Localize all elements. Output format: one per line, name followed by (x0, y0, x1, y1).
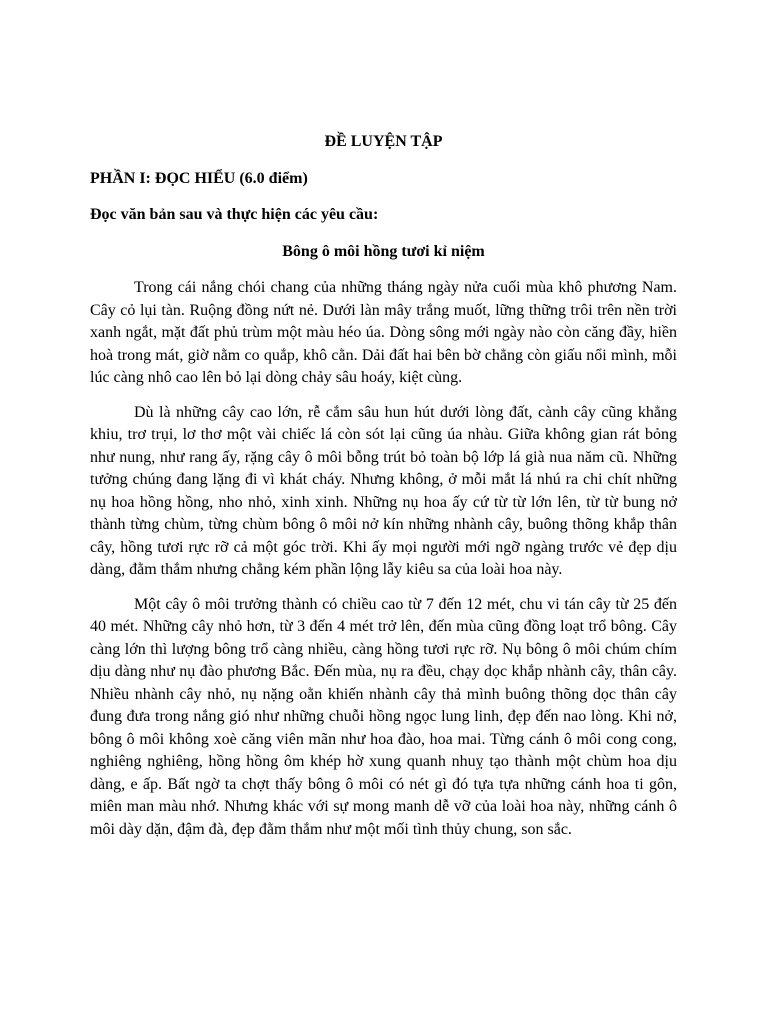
section-heading: PHẦN I: ĐỌC HIỂU (6.0 điểm) (90, 169, 308, 187)
document-content (90, 131, 677, 853)
paragraph-2: Dù là những cây cao lớn, rễ cắm sâu hun hút dưới lòng đất, cành cây cũng khẳng khiu, trơ trụi, lơ thơ một vài chiếc lá còn sót lại cũng úa nhàu. Giữa không gian rát bỏng như nung, như rang ấy, rặng cây ô môi bỗng trút bỏ toàn bộ lớp lá già nua năm cũ. Những tưởng chúng đang lặng đi vì khát cháy. Nhưng không, ở mỗi mắt lá nhú ra chi chít những nụ hoa hồng hồng, nho nhỏ, xinh xinh. Những nụ hoa ấy cứ từ từ lớn lên, từ từ bung nở thành từng chùm, từng chùm bông ô môi nở kín những nhành cây, buông thõng khắp thân cây, hồng tươi rực rỡ cả một góc trời. Khi ấy mọi người mới ngỡ ngàng trước vẻ đẹp dịu dàng, đằm thắm nhưng chẳng kém phần lộng lẫy kiêu sa của loài hoa này. (90, 403, 677, 578)
reading-instruction: Đọc văn bản sau và thực hiện các yêu cầu: (90, 206, 379, 223)
document-title: ĐỀ LUYỆN TẬP (324, 133, 443, 150)
paragraph-3: Một cây ô môi trưởng thành có chiều cao từ 7 đến 12 mét, chu vi tán cây từ 25 đến 40 mét. Những cây nhỏ hơn, từ 3 đến 4 mét trở lên, đến mùa cũng đồng loạt trổ bông. Cây càng lớn thì lượng bông trổ càng nhiều, càng hồng tươi rực rỡ. Nụ bông ô môi chúm chím dịu dàng như nụ đào phương Bắc. Đến mùa, nụ ra đều, chạy dọc khắp nhành cây, thân cây. Nhiều nhành cây nhỏ, nụ nặng oằn khiến nhành cây thả mình buông thõng dọc thân cây đung đưa trong nắng gió như những chuỗi hồng ngọc lung linh, đẹp đến nao lòng. Khi nở, bông ô môi không xoè căng viên mãn như hoa đào, hoa mai. Từng cánh ô môi cong cong, nghiêng nghiêng, hồng hồng ôm khép hờ xung quanh nhuỵ tạo thành một chùm hoa dịu dàng, e ấp. Bất ngờ ta chợt thấy bông ô môi có nét gì đó tựa tựa những cánh hoa ti gôn, miên man màu nhớ. Nhưng khác với sự mong manh dễ vỡ của loài hoa này, những cánh ô môi dày dặn, đậm đà, đẹp đằm thắm như một mối tình thủy chung, son sắc. (90, 595, 677, 838)
text-title: Bông ô môi hồng tươi kỉ niệm (282, 242, 485, 260)
paragraph-1: Trong cái nắng chói chang của những tháng ngày nửa cuối mùa khô phương Nam. Cây cỏ lụi tàn. Ruộng đồng nứt nẻ. Dưới làn mây trắng muốt, lững thững trôi trên nền trời xanh ngắt, mặt đất phủ trùm một màu héo úa. Dòng sông mới ngày nào còn căng đầy, hiền hoà trong mát, giờ nằm co quắp, khô cằn. Dải đất hai bên bờ chẳng còn giấu nổi mình, mỗi lúc càng nhô cao lên bỏ lại dòng chảy sâu hoáy, kiệt cùng. (90, 279, 677, 386)
